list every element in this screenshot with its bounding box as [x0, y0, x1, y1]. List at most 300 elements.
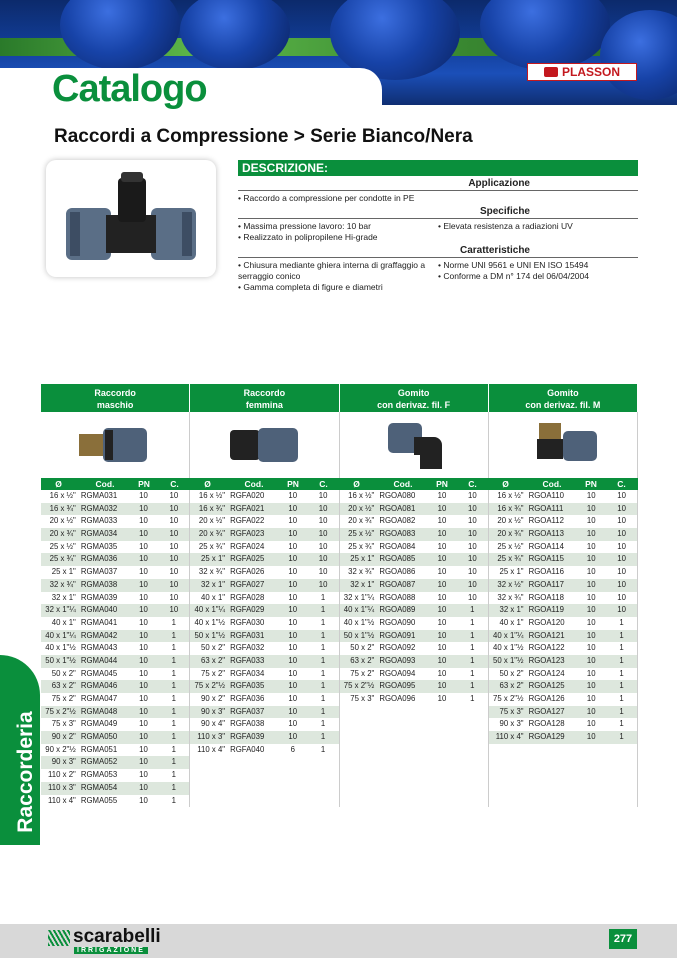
table-row — [190, 541, 338, 554]
table-cell: 10 — [139, 681, 148, 691]
table-cell: 75 x 2"½ — [194, 681, 226, 691]
table-cell: 10 — [169, 554, 179, 564]
table-group — [489, 490, 638, 807]
table-cell: 1 — [320, 605, 326, 615]
table-cell: 10 — [586, 567, 596, 577]
table-cell: 10 — [139, 732, 148, 742]
table-row — [340, 604, 488, 617]
table-row — [340, 592, 488, 605]
table-cell: RGMA034 — [80, 529, 118, 539]
table-row — [190, 744, 338, 757]
table-cell: 25 x ¾" — [497, 554, 524, 564]
table-cell: 40 x 1"¼ — [493, 630, 524, 640]
table-cell: 10 — [586, 719, 596, 729]
table-row — [41, 642, 189, 655]
table-cell: 40 x 1"½ — [343, 617, 375, 627]
table-cell: RGOA126 — [528, 694, 565, 703]
table-row — [41, 782, 189, 795]
table-cell: 10 — [437, 579, 447, 589]
table-cell: RGOA086 — [379, 567, 416, 577]
table-cell: 10 — [169, 567, 179, 577]
table-cell: RGOA110 — [528, 491, 564, 500]
table-row — [489, 528, 637, 541]
table-row — [340, 528, 488, 541]
table-row — [340, 693, 488, 706]
table-row — [41, 668, 189, 681]
caratteristiche-list — [238, 258, 638, 293]
table-row — [190, 718, 338, 731]
column-header: Cod. — [393, 479, 413, 489]
table-cell: RGMA054 — [80, 782, 118, 792]
table-cell: 10 — [586, 592, 596, 602]
table-cell: RGMA049 — [80, 719, 118, 729]
table-cell: 16 x ¾" — [49, 503, 76, 513]
table-cell: RGOA092 — [379, 643, 416, 653]
table-cell: RGMA055 — [80, 795, 118, 805]
table-cell: 75 x 2"½ — [493, 694, 524, 703]
table-cell: RGFA031 — [230, 630, 265, 640]
table-cell: 1 — [320, 706, 326, 716]
table-cell: 10 — [437, 668, 447, 678]
table-row — [41, 592, 189, 605]
caratteristiche-title: Caratteristiche — [238, 245, 638, 258]
table-row — [489, 668, 637, 681]
table-group — [340, 490, 489, 807]
column-header: PN — [436, 479, 448, 489]
table-row — [489, 515, 637, 528]
table-cell: RGMA036 — [80, 554, 118, 564]
table-group — [190, 490, 339, 807]
table-cell: 10 — [467, 567, 477, 577]
table-cell: 40 x 1" — [51, 617, 76, 627]
table-cell: RGMA032 — [80, 503, 118, 513]
table-row — [340, 515, 488, 528]
table-cell: 32 x 1"¼ — [343, 592, 375, 602]
table-cell: 10 — [169, 579, 179, 589]
table-cell: RGFA030 — [230, 617, 265, 627]
table-row — [190, 668, 338, 681]
table-row — [190, 515, 338, 528]
gomito-f-image — [340, 412, 489, 478]
product-image-tee — [46, 160, 216, 277]
table-cell: RGOA080 — [379, 491, 416, 500]
table-cell: 10 — [169, 529, 179, 539]
banner-pipe-shape — [600, 10, 677, 100]
table-cell: RGOA112 — [528, 516, 564, 526]
table-cell: RGOA089 — [379, 605, 416, 615]
table-cell: 25 x 1" — [201, 554, 226, 564]
table-cell: RGOA115 — [528, 554, 564, 564]
table-row — [489, 718, 637, 731]
table-cell: 90 x 2" — [201, 694, 226, 703]
table-cell: 1 — [619, 694, 624, 703]
table-cell: 75 x 3" — [499, 706, 524, 716]
table-cell: 10 — [288, 554, 298, 564]
specifiche-item: • Realizzato in polipropilene Hi-grade — [238, 232, 438, 243]
logo-subtitle: IRRIGAZIONE — [74, 947, 148, 954]
table-cell: 1 — [320, 617, 326, 627]
column-header: C. — [170, 479, 179, 489]
table-cell: 1 — [470, 630, 475, 640]
table-row — [489, 503, 637, 516]
table-cell: 10 — [437, 655, 447, 665]
table-cell: RGMA039 — [80, 592, 118, 602]
table-cell: 75 x 2"½ — [343, 681, 375, 691]
table-cell: 1 — [470, 694, 475, 703]
table-cell: 10 — [288, 503, 298, 513]
table-row — [41, 630, 189, 643]
table-cell: 10 — [318, 579, 328, 589]
table-row — [41, 731, 189, 744]
caratteristiche-item: • Chiusura mediante ghiera interna di graffaggio a serraggio conico — [238, 260, 438, 282]
table-cell: RGFA029 — [230, 605, 265, 615]
table-cell: RGOA121 — [528, 630, 565, 640]
table-cell: 10 — [437, 643, 447, 653]
table-cell: RGOA118 — [528, 592, 564, 602]
table-cell: 10 — [139, 554, 148, 564]
column-header: Ø — [502, 479, 509, 489]
table-row — [190, 617, 338, 630]
group-header: Gomito con derivaz. fil. M — [489, 384, 638, 412]
table-row — [41, 553, 189, 566]
table-cell: 20 x ½" — [348, 503, 375, 513]
table-cell: 32 x ¾" — [49, 579, 76, 589]
table-row — [340, 579, 488, 592]
column-header-row — [41, 478, 638, 490]
table-cell: 10 — [139, 655, 148, 665]
table-row — [489, 617, 637, 630]
table-cell: RGOA081 — [379, 503, 416, 513]
table-cell: 10 — [139, 668, 148, 678]
table-cell: 25 x ¾" — [49, 554, 76, 564]
side-label: Raccorderia — [14, 711, 37, 833]
table-cell: 1 — [470, 643, 475, 653]
table-cell: 10 — [586, 541, 596, 551]
table-cell: 10 — [586, 681, 596, 691]
table-row — [190, 592, 338, 605]
table-cell: 40 x 1"½ — [194, 617, 226, 627]
table-cell: 1 — [619, 706, 624, 716]
table-cell: 16 x ½" — [49, 491, 76, 500]
specifiche-title: Specifiche — [238, 206, 638, 219]
table-cell: 10 — [617, 592, 626, 602]
table-cell: 110 x 4" — [495, 732, 524, 742]
table-cell: RGMA048 — [80, 706, 118, 716]
table-cell: RGOA111 — [528, 503, 564, 513]
logo-name: scarabelli — [73, 926, 161, 947]
table-cell: 50 x 1"½ — [194, 630, 226, 640]
table-cell: 25 x ½" — [348, 529, 375, 539]
table-cell: 10 — [288, 655, 298, 665]
table-cell: 10 — [467, 529, 477, 539]
table-cell: RGMA052 — [80, 757, 118, 767]
table-cell: 20 x ¾" — [348, 516, 375, 526]
table-cell: RGOA090 — [379, 617, 416, 627]
table-group — [41, 490, 190, 807]
caratteristiche-item: • Gamma completa di figure e diametri — [238, 282, 438, 293]
table-cell: RGOA091 — [379, 630, 416, 640]
table-cell: RGOA093 — [379, 655, 416, 665]
page-title: Catalogo — [52, 68, 207, 110]
table-cell: 10 — [139, 782, 148, 792]
table-cell: 16 x ½" — [348, 491, 375, 500]
column-header: Cod. — [244, 479, 264, 489]
table-row — [340, 490, 488, 503]
table-row — [190, 490, 338, 503]
plasson-logo — [527, 63, 637, 81]
table-cell: 110 x 3" — [48, 782, 76, 792]
table-cell: 10 — [586, 529, 596, 539]
banner-pipe-shape — [180, 0, 290, 70]
table-cell: 1 — [470, 681, 475, 691]
table-cell: 1 — [171, 795, 176, 805]
table-cell: 10 — [467, 491, 477, 500]
table-cell: 1 — [171, 694, 176, 703]
table-cell: 10 — [586, 491, 596, 500]
table-cell: 10 — [586, 706, 596, 716]
table-row — [41, 718, 189, 731]
description-panel — [238, 160, 638, 293]
table-cell: 40 x 1"½ — [45, 643, 76, 653]
table-cell: RGMA040 — [80, 605, 118, 615]
table-cell: 16 x ½" — [198, 491, 226, 500]
table-row — [489, 655, 637, 668]
table-cell: 50 x 2" — [51, 668, 76, 678]
table-cell: 10 — [139, 617, 148, 627]
table-row — [41, 579, 189, 592]
table-cell: 90 x 3" — [51, 757, 76, 767]
table-cell: 1 — [171, 782, 176, 792]
table-row — [489, 693, 637, 706]
table-cell: 10 — [586, 516, 596, 526]
table-cell: 10 — [586, 617, 596, 627]
table-cell: RGMA042 — [80, 630, 118, 640]
table-cell: 32 x 1" — [499, 605, 524, 615]
table-cell: 10 — [467, 516, 477, 526]
table-cell: RGOA085 — [379, 554, 416, 564]
table-row — [340, 503, 488, 516]
table-cell: RGMA035 — [80, 541, 118, 551]
table-cell: 10 — [586, 668, 596, 678]
table-cell: 10 — [169, 503, 179, 513]
table-cell: 1 — [320, 732, 326, 742]
table-cell: RGMA033 — [80, 516, 118, 526]
table-cell: 10 — [288, 516, 298, 526]
table-cell: 63 x 2" — [201, 655, 226, 665]
table-cell: RGFA027 — [230, 579, 265, 589]
table-cell: RGMA047 — [80, 694, 118, 703]
table-cell: 10 — [586, 554, 596, 564]
column-header: C. — [468, 479, 477, 489]
group-header: Raccordo femmina — [190, 384, 339, 412]
raccordo-femmina-illustration — [224, 420, 304, 470]
table-cell: 40 x 1" — [201, 592, 226, 602]
table-row — [41, 756, 189, 769]
banner-pipe-shape — [60, 0, 180, 70]
table-row — [41, 680, 189, 693]
table-cell: 1 — [619, 617, 624, 627]
group-image-row — [41, 412, 638, 478]
grass-icon — [48, 930, 70, 946]
table-cell: 10 — [139, 516, 148, 526]
table-cell: RGMA043 — [80, 643, 118, 653]
page-subtitle: Raccordi a Compressione > Serie Bianco/Nera — [54, 126, 473, 147]
table-row — [190, 706, 338, 719]
table-cell: RGMA031 — [80, 491, 118, 500]
table-cell: 10 — [139, 491, 148, 500]
column-header: Ø — [353, 479, 360, 489]
table-row — [340, 680, 488, 693]
table-cell: 25 x ¾" — [198, 541, 226, 551]
table-cell: 1 — [171, 706, 176, 716]
table-cell: 10 — [467, 503, 477, 513]
table-row — [190, 680, 338, 693]
table-row — [41, 706, 189, 719]
table-cell: 10 — [288, 719, 298, 729]
table-cell: 10 — [288, 617, 298, 627]
table-cell: 10 — [586, 630, 596, 640]
table-row — [41, 693, 189, 706]
table-cell: 10 — [437, 491, 447, 500]
group-header: Gomito con derivaz. fil. F — [340, 384, 489, 412]
table-row — [489, 579, 637, 592]
table-row — [41, 528, 189, 541]
column-header: Ø — [55, 479, 62, 489]
table-cell: 10 — [586, 605, 596, 615]
table-cell: 10 — [139, 694, 148, 703]
table-cell: 10 — [467, 541, 477, 551]
table-cell: 1 — [171, 643, 176, 653]
table-row — [340, 541, 488, 554]
applicazione-list — [238, 191, 638, 204]
table-row — [340, 642, 488, 655]
table-cell: 1 — [619, 643, 624, 653]
table-cell: 1 — [171, 770, 176, 780]
table-cell: RGOA095 — [379, 681, 416, 691]
table-cell: 75 x 2" — [350, 668, 375, 678]
table-cell: 10 — [139, 706, 148, 716]
specifiche-item: • Elevata resistenza a radiazioni UV — [438, 221, 638, 232]
table-row — [489, 680, 637, 693]
table-cell: RGOA120 — [528, 617, 565, 627]
table-cell: 25 x ½" — [497, 541, 524, 551]
table-cell: 10 — [139, 605, 148, 615]
table-cell: 20 x ½" — [497, 516, 524, 526]
table-cell: 90 x 2" — [51, 732, 76, 742]
table-cell: 1 — [320, 744, 326, 754]
table-cell: 1 — [171, 732, 176, 742]
table-cell: 10 — [139, 643, 148, 653]
table-cell: 63 x 2" — [51, 681, 76, 691]
table-cell: 20 x ¾" — [49, 529, 76, 539]
table-row — [41, 515, 189, 528]
table-cell: 10 — [617, 491, 626, 500]
table-cell: RGOA087 — [379, 579, 416, 589]
table-cell: 20 x ¾" — [497, 529, 524, 539]
table-row — [489, 706, 637, 719]
table-cell: 1 — [470, 617, 475, 627]
table-cell: 1 — [171, 655, 176, 665]
table-cell: 1 — [320, 643, 326, 653]
raccordo-maschio-image — [41, 412, 190, 478]
table-cell: 10 — [617, 529, 626, 539]
table-cell: 25 x 1" — [51, 567, 76, 577]
column-header: C. — [319, 479, 328, 489]
table-cell: 90 x 3" — [201, 706, 226, 716]
table-cell: 50 x 1"½ — [493, 655, 524, 665]
description-heading: DESCRIZIONE: — [238, 160, 638, 176]
table-row — [190, 528, 338, 541]
table-row — [340, 553, 488, 566]
table-cell: 10 — [288, 706, 298, 716]
table-row — [190, 579, 338, 592]
table-cell: 10 — [318, 554, 328, 564]
table-cell: 10 — [467, 579, 477, 589]
table-cell: RGFA021 — [230, 503, 265, 513]
table-cell: 10 — [288, 668, 298, 678]
table-cell: RGOA082 — [379, 516, 416, 526]
table-cell: 10 — [288, 605, 298, 615]
table-cell: RGMA046 — [80, 681, 118, 691]
table-cell: 1 — [619, 655, 624, 665]
table-cell: RGMA038 — [80, 579, 118, 589]
table-cell: 10 — [586, 732, 596, 742]
table-cell: 10 — [169, 605, 179, 615]
table-cell: 10 — [318, 541, 328, 551]
table-cell: 10 — [288, 630, 298, 640]
table-cell: 10 — [139, 503, 148, 513]
table-cell: RGFA023 — [230, 529, 265, 539]
table-cell: RGFA026 — [230, 567, 265, 577]
table-cell: 10 — [617, 567, 626, 577]
table-cell: RGMA050 — [80, 732, 118, 742]
table-cell: RGFA035 — [230, 681, 265, 691]
table-cell: 10 — [169, 491, 179, 500]
table-cell: RGFA037 — [230, 706, 265, 716]
table-cell: 40 x 1"¼ — [45, 630, 76, 640]
table-cell: 75 x 3" — [350, 694, 375, 703]
table-row — [190, 630, 338, 643]
table-cell: RGFA020 — [230, 491, 265, 500]
table-row — [340, 617, 488, 630]
table-cell: RGFA038 — [230, 719, 265, 729]
table-cell: 10 — [586, 655, 596, 665]
table-cell: RGFA036 — [230, 694, 265, 703]
table-cell: 32 x ¾" — [348, 567, 375, 577]
table-cell: 10 — [139, 630, 148, 640]
table-cell: RGOA129 — [528, 732, 565, 742]
table-cell: RGMA051 — [80, 744, 118, 754]
applicazione-title: Applicazione — [238, 178, 638, 191]
table-cell: 10 — [288, 541, 298, 551]
table-cell: RGFA039 — [230, 732, 265, 742]
table-cell: 25 x 1" — [350, 554, 375, 564]
table-cell: 10 — [318, 529, 328, 539]
raccordo-femmina-image — [190, 412, 339, 478]
column-header: PN — [138, 479, 150, 489]
table-row — [41, 795, 189, 808]
table-cell: 10 — [437, 617, 447, 627]
table-row — [489, 592, 637, 605]
table-row — [41, 744, 189, 757]
table-cell: 6 — [290, 744, 295, 754]
tee-fitting-illustration — [46, 160, 216, 277]
table-row — [190, 693, 338, 706]
table-cell: 10 — [139, 541, 148, 551]
table-cell: RGMA044 — [80, 655, 118, 665]
table-cell: 10 — [437, 503, 447, 513]
table-cell: 110 x 2" — [48, 770, 76, 780]
